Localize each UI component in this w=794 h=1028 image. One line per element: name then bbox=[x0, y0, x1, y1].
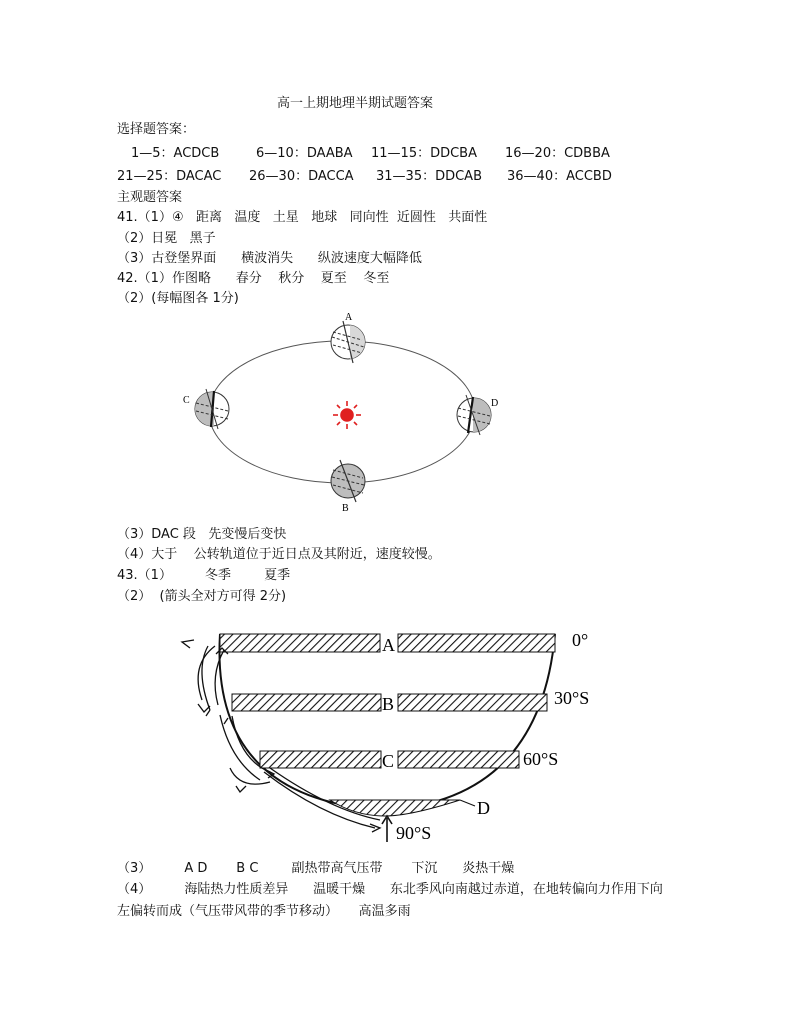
orbit-label-b: B bbox=[342, 503, 349, 514]
belt-label-d: D bbox=[477, 798, 490, 818]
earth-b bbox=[331, 460, 365, 502]
choice-answer: 36—40：ACCBD bbox=[507, 169, 612, 184]
q43-line: 左偏转而成（气压带风带的季节移动） 高温多雨 bbox=[117, 904, 411, 919]
pressure-belt-diagram bbox=[170, 620, 620, 850]
q41-line: （2）日冕 黑子 bbox=[117, 231, 216, 246]
choice-answer: 26—30：DACCA bbox=[249, 169, 354, 184]
hemisphere-outline bbox=[219, 634, 555, 810]
sun-icon bbox=[333, 401, 361, 429]
earth-orbit-diagram bbox=[170, 305, 510, 520]
orbit-label-d: D bbox=[491, 398, 499, 409]
belt-d-polar-cap bbox=[330, 800, 460, 816]
q42-line: （4）大于 公转轨道位于近日点及其附近，速度较慢。 bbox=[117, 547, 441, 562]
q41-line: （3）古登堡界面 横波消失 纵波速度大幅降低 bbox=[117, 251, 422, 266]
q42-line: （2）(每幅图各 1分) bbox=[117, 291, 239, 306]
choice-answer: 1—5：ACDCB bbox=[131, 146, 220, 161]
choice-answer: 21—25：DACAC bbox=[117, 169, 222, 184]
q42-line: （3）DAC 段 先变慢后变快 bbox=[117, 527, 287, 542]
belt-label-b: B bbox=[382, 694, 395, 714]
earth-a bbox=[331, 321, 368, 363]
q43-line: 43.（1） 冬季 夏季 bbox=[117, 568, 291, 583]
lat-label-60: 60°S bbox=[523, 749, 559, 769]
q42-line: 42.（1）作图略 春分 秋分 夏至 冬至 bbox=[117, 271, 390, 286]
q43-line: （4） 海陆热力性质差异 温暖干燥 东北季风向南越过赤道，在地转偏向力作用下向 bbox=[117, 882, 663, 897]
lat-label-0: 0° bbox=[572, 630, 589, 650]
choice-answer: 16—20：CDBBA bbox=[505, 146, 610, 161]
earth-c bbox=[194, 389, 229, 429]
q43-line: （3） A D B C 副热带高气压带 下沉 炎热干燥 bbox=[117, 861, 515, 876]
belt-label-c: C bbox=[382, 751, 395, 771]
orbit-label-a: A bbox=[345, 312, 353, 323]
page-title: 高一上期地理半期试题答案 bbox=[277, 96, 434, 111]
lat-label-30: 30°S bbox=[554, 688, 590, 708]
choice-answer: 6—10：DAABA bbox=[256, 146, 353, 161]
choice-answer: 31—35：DDCAB bbox=[376, 169, 482, 184]
choice-header: 选择题答案： bbox=[117, 122, 196, 137]
lat-label-90: 90°S bbox=[396, 823, 432, 843]
belt-label-a: A bbox=[382, 635, 395, 655]
choice-answer: 11—15：DDCBA bbox=[371, 146, 477, 161]
q41-line: 41.（1）④ 距离 温度 土星 地球 同向性 近圆性 共面性 bbox=[117, 210, 488, 225]
q43-line: （2） (箭头全对方可得 2分) bbox=[117, 589, 287, 604]
earth-d bbox=[457, 395, 492, 435]
subjective-header: 主观题答案 bbox=[117, 190, 183, 205]
orbit-label-c: C bbox=[183, 395, 190, 406]
